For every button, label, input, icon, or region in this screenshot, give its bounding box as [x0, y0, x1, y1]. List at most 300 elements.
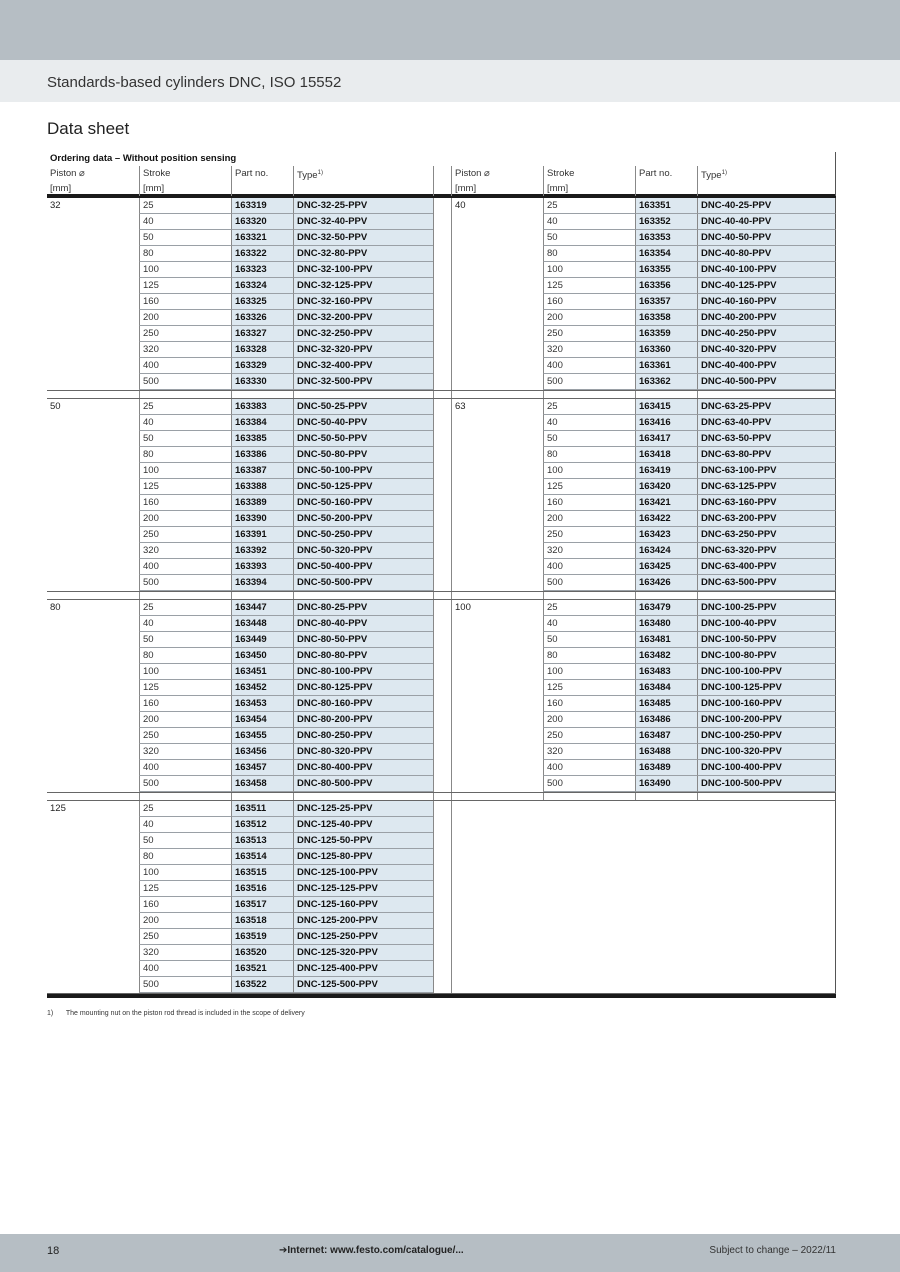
- type-cell: DNC-100-200-PPV: [697, 712, 836, 728]
- gap-cell: [433, 632, 451, 648]
- piston-cell: [451, 664, 543, 680]
- piston-cell: [451, 262, 543, 278]
- table-row: [47, 600, 836, 616]
- type-cell: DNC-100-25-PPV: [697, 600, 836, 616]
- part-no-cell: 163357: [635, 294, 697, 310]
- type-cell: DNC-63-400-PPV: [697, 559, 836, 575]
- part-no-cell: 163486: [635, 712, 697, 728]
- stroke-cell: 200: [139, 712, 231, 728]
- table-header: [47, 166, 836, 198]
- gap-cell: [433, 374, 451, 390]
- type-cell: DNC-50-100-PPV: [293, 463, 433, 479]
- empty-cell: [697, 849, 836, 865]
- empty-cell: [635, 833, 697, 849]
- table-row: [47, 495, 836, 511]
- table-row: [47, 198, 836, 214]
- empty-cell: [451, 929, 543, 945]
- part-no-cell: 163392: [231, 543, 293, 559]
- piston-cell: 80: [50, 602, 61, 613]
- type-cell: DNC-63-40-PPV: [697, 415, 836, 431]
- gap-cell: [433, 358, 451, 374]
- type-cell: DNC-63-125-PPV: [697, 479, 836, 495]
- table-row: [47, 326, 836, 342]
- type-cell: DNC-50-250-PPV: [293, 527, 433, 543]
- table-row: [47, 648, 836, 664]
- gap-cell: [433, 511, 451, 527]
- table-row: [47, 849, 836, 865]
- table-row: [47, 760, 836, 776]
- gap-cell: [433, 543, 451, 559]
- gap-cell: [433, 616, 451, 632]
- stroke-cell: 100: [543, 262, 635, 278]
- type-cell: DNC-32-160-PPV: [293, 294, 433, 310]
- gap-cell: [433, 833, 451, 849]
- gap-cell: [433, 447, 451, 463]
- group-separator: [47, 391, 836, 399]
- part-no-cell: 163490: [635, 776, 697, 792]
- part-no-cell: 163319: [231, 198, 293, 214]
- table-row: [47, 230, 836, 246]
- gap-cell: [433, 865, 451, 881]
- stroke-cell: 50: [543, 230, 635, 246]
- part-no-cell: 163419: [635, 463, 697, 479]
- type-cell: DNC-40-100-PPV: [697, 262, 836, 278]
- piston-cell: 40: [451, 198, 543, 214]
- empty-cell: [451, 913, 543, 929]
- part-no-cell: 163323: [231, 262, 293, 278]
- type-cell: DNC-40-160-PPV: [697, 294, 836, 310]
- piston-cell: [47, 342, 139, 358]
- table-row: [47, 342, 836, 358]
- empty-cell: [451, 961, 543, 977]
- stroke-cell: 160: [139, 294, 231, 310]
- empty-cell: [543, 849, 635, 865]
- type-cell: DNC-63-50-PPV: [697, 431, 836, 447]
- internet-link-text: Internet: www.festo.com/catalogue/...: [287, 1245, 464, 1256]
- piston-cell: [451, 479, 543, 495]
- piston-cell: [451, 648, 543, 664]
- part-no-cell: 163487: [635, 728, 697, 744]
- stroke-cell: 125: [543, 680, 635, 696]
- gap-cell: [433, 246, 451, 262]
- piston-cell: [451, 680, 543, 696]
- table-row: [47, 945, 836, 961]
- gap-cell: [433, 262, 451, 278]
- part-no-cell: 163362: [635, 374, 697, 390]
- piston-cell: [47, 680, 139, 696]
- table-row: [47, 431, 836, 447]
- empty-cell: [697, 961, 836, 977]
- piston-cell: [47, 559, 139, 575]
- type-cell: DNC-80-160-PPV: [293, 696, 433, 712]
- stroke-cell: 80: [543, 648, 635, 664]
- part-no-cell: 163387: [231, 463, 293, 479]
- piston-group: [47, 801, 836, 994]
- part-no-cell: 163488: [635, 744, 697, 760]
- empty-cell: [697, 977, 836, 993]
- gap-cell: [433, 527, 451, 543]
- piston-cell: [47, 230, 139, 246]
- table-row: [47, 479, 836, 495]
- piston-cell: [47, 744, 139, 760]
- stroke-cell: 160: [139, 897, 231, 913]
- part-no-cell: 163522: [231, 977, 293, 993]
- header-type-right: Type$^{1)}$: [697, 166, 836, 196]
- table-row: [47, 399, 836, 415]
- stroke-cell: 80: [139, 447, 231, 463]
- empty-cell: [543, 945, 635, 961]
- stroke-cell: 80: [543, 447, 635, 463]
- part-no-cell: 163424: [635, 543, 697, 559]
- stroke-cell: 25: [139, 801, 231, 817]
- stroke-cell: 40: [543, 415, 635, 431]
- gap-cell: [433, 559, 451, 575]
- piston-cell: [451, 575, 543, 591]
- table-row: [47, 463, 836, 479]
- stroke-cell: 160: [543, 696, 635, 712]
- type-cell: DNC-32-125-PPV: [293, 278, 433, 294]
- internet-link[interactable]: [279, 1245, 464, 1256]
- type-cell: DNC-40-80-PPV: [697, 246, 836, 262]
- part-no-cell: 163512: [231, 817, 293, 833]
- part-no-cell: 163358: [635, 310, 697, 326]
- table-row: [47, 897, 836, 913]
- type-cell: DNC-125-125-PPV: [293, 881, 433, 897]
- type-cell: DNC-40-250-PPV: [697, 326, 836, 342]
- piston-cell: [451, 431, 543, 447]
- empty-cell: [697, 913, 836, 929]
- type-cell: DNC-40-125-PPV: [697, 278, 836, 294]
- piston-cell: [451, 696, 543, 712]
- empty-cell: [635, 849, 697, 865]
- table-row: [47, 696, 836, 712]
- type-cell: DNC-100-40-PPV: [697, 616, 836, 632]
- header-partno-right: Part no.: [635, 166, 697, 196]
- piston-cell: [47, 262, 139, 278]
- part-no-cell: 163394: [231, 575, 293, 591]
- stroke-cell: 320: [139, 543, 231, 559]
- part-no-cell: 163481: [635, 632, 697, 648]
- type-cell: DNC-40-40-PPV: [697, 214, 836, 230]
- gap-cell: [433, 600, 451, 616]
- type-cell: DNC-40-50-PPV: [697, 230, 836, 246]
- piston-cell: [47, 374, 139, 390]
- part-no-cell: 163452: [231, 680, 293, 696]
- stroke-cell: 200: [139, 913, 231, 929]
- part-no-cell: 163385: [231, 431, 293, 447]
- part-no-cell: 163450: [231, 648, 293, 664]
- gap-cell: [433, 399, 451, 415]
- stroke-cell: 25: [543, 399, 635, 415]
- part-no-cell: 163351: [635, 198, 697, 214]
- type-cell: DNC-63-500-PPV: [697, 575, 836, 591]
- type-cell: DNC-80-40-PPV: [293, 616, 433, 632]
- stroke-cell: 40: [139, 817, 231, 833]
- piston-cell: [47, 575, 139, 591]
- empty-cell: [451, 865, 543, 881]
- stroke-cell: 320: [543, 342, 635, 358]
- stroke-cell: 125: [139, 278, 231, 294]
- part-no-cell: 163480: [635, 616, 697, 632]
- gap-cell: [433, 198, 451, 214]
- table-row: [47, 374, 836, 390]
- table-row: [47, 744, 836, 760]
- part-no-cell: 163482: [635, 648, 697, 664]
- piston-cell: [47, 961, 139, 977]
- type-cell: DNC-50-80-PPV: [293, 447, 433, 463]
- part-no-cell: 163521: [231, 961, 293, 977]
- piston-cell: [47, 294, 139, 310]
- type-cell: DNC-125-320-PPV: [293, 945, 433, 961]
- stroke-cell: 320: [139, 744, 231, 760]
- empty-cell: [543, 865, 635, 881]
- table-row: [47, 712, 836, 728]
- type-cell: DNC-50-50-PPV: [293, 431, 433, 447]
- part-no-cell: 163326: [231, 310, 293, 326]
- group-separator: [47, 592, 836, 600]
- piston-group: [47, 600, 836, 793]
- empty-cell: [543, 929, 635, 945]
- table-row: [47, 262, 836, 278]
- top-band: [0, 0, 900, 60]
- table-bottom-rule: [47, 994, 836, 998]
- group-separator: [47, 793, 836, 801]
- part-no-cell: 163455: [231, 728, 293, 744]
- part-no-cell: 163330: [231, 374, 293, 390]
- stroke-cell: 500: [543, 575, 635, 591]
- empty-cell: [697, 801, 836, 817]
- part-no-cell: 163416: [635, 415, 697, 431]
- table-caption-row: [47, 152, 836, 166]
- table-row: [47, 881, 836, 897]
- stroke-cell: 400: [543, 358, 635, 374]
- part-no-cell: 163423: [635, 527, 697, 543]
- piston-cell: [47, 214, 139, 230]
- part-no-cell: 163515: [231, 865, 293, 881]
- gap-cell: [433, 664, 451, 680]
- piston-cell: [451, 294, 543, 310]
- piston-cell: [47, 664, 139, 680]
- stroke-cell: 500: [139, 575, 231, 591]
- empty-cell: [635, 817, 697, 833]
- piston-cell: [451, 495, 543, 511]
- part-no-cell: 163422: [635, 511, 697, 527]
- table-caption: Ordering data – Without position sensing: [50, 153, 237, 164]
- type-cell: DNC-80-80-PPV: [293, 648, 433, 664]
- stroke-cell: 200: [543, 712, 635, 728]
- part-no-cell: 163418: [635, 447, 697, 463]
- empty-cell: [697, 945, 836, 961]
- piston-cell: [451, 415, 543, 431]
- type-cell: DNC-32-320-PPV: [293, 342, 433, 358]
- piston-cell: [47, 728, 139, 744]
- type-cell: DNC-125-100-PPV: [293, 865, 433, 881]
- table-row: [47, 664, 836, 680]
- gap-cell: [433, 431, 451, 447]
- stroke-cell: 25: [139, 600, 231, 616]
- type-cell: DNC-80-400-PPV: [293, 760, 433, 776]
- stroke-cell: 200: [543, 310, 635, 326]
- table-row: [47, 358, 836, 374]
- part-no-cell: 163355: [635, 262, 697, 278]
- piston-cell: [451, 310, 543, 326]
- empty-cell: [635, 913, 697, 929]
- stroke-cell: 320: [139, 945, 231, 961]
- empty-cell: [451, 881, 543, 897]
- part-no-cell: 163383: [231, 399, 293, 415]
- header-stroke-right: Stroke [mm]: [543, 166, 635, 196]
- empty-cell: [451, 833, 543, 849]
- empty-cell: [543, 833, 635, 849]
- part-no-cell: 163390: [231, 511, 293, 527]
- stroke-cell: 250: [139, 527, 231, 543]
- empty-cell: [543, 897, 635, 913]
- part-no-cell: 163325: [231, 294, 293, 310]
- stroke-cell: 25: [139, 198, 231, 214]
- stroke-cell: 125: [139, 881, 231, 897]
- type-cell: DNC-125-40-PPV: [293, 817, 433, 833]
- part-no-cell: 163391: [231, 527, 293, 543]
- table-row: [47, 278, 836, 294]
- gap-cell: [433, 744, 451, 760]
- stroke-cell: 250: [543, 728, 635, 744]
- gap-cell: [433, 760, 451, 776]
- type-cell: DNC-80-50-PPV: [293, 632, 433, 648]
- type-cell: DNC-50-25-PPV: [293, 399, 433, 415]
- part-no-cell: 163511: [231, 801, 293, 817]
- part-no-cell: 163448: [231, 616, 293, 632]
- stroke-cell: 250: [139, 728, 231, 744]
- piston-cell: [47, 865, 139, 881]
- table-row: [47, 817, 836, 833]
- stroke-cell: 40: [139, 616, 231, 632]
- piston-cell: [451, 246, 543, 262]
- table-row: [47, 632, 836, 648]
- empty-cell: [635, 897, 697, 913]
- type-cell: DNC-125-50-PPV: [293, 833, 433, 849]
- stroke-cell: 100: [139, 463, 231, 479]
- piston-cell: [451, 326, 543, 342]
- gap-cell: [433, 913, 451, 929]
- empty-cell: [635, 801, 697, 817]
- part-no-cell: 163328: [231, 342, 293, 358]
- piston-cell: [451, 744, 543, 760]
- piston-group: [47, 198, 836, 391]
- empty-cell: [451, 817, 543, 833]
- gap-cell: [433, 463, 451, 479]
- type-cell: DNC-40-500-PPV: [697, 374, 836, 390]
- empty-cell: [635, 865, 697, 881]
- stroke-cell: 25: [543, 600, 635, 616]
- piston-cell: [47, 246, 139, 262]
- piston-cell: [451, 511, 543, 527]
- stroke-cell: 320: [543, 744, 635, 760]
- table-body: [47, 198, 836, 994]
- subject-to-change: Subject to change – 2022/11: [709, 1245, 836, 1256]
- piston-cell: [47, 415, 139, 431]
- stroke-cell: 250: [139, 929, 231, 945]
- part-no-cell: 163456: [231, 744, 293, 760]
- stroke-cell: 500: [139, 776, 231, 792]
- piston-cell: [47, 632, 139, 648]
- type-cell: DNC-125-80-PPV: [293, 849, 433, 865]
- piston-cell: 100: [451, 600, 543, 616]
- part-no-cell: 163484: [635, 680, 697, 696]
- type-cell: DNC-32-400-PPV: [293, 358, 433, 374]
- gap-cell: [433, 849, 451, 865]
- table-row: [47, 865, 836, 881]
- type-cell: DNC-32-50-PPV: [293, 230, 433, 246]
- type-cell: DNC-100-400-PPV: [697, 760, 836, 776]
- piston-cell: [47, 431, 139, 447]
- stroke-cell: 80: [139, 849, 231, 865]
- type-cell: DNC-40-400-PPV: [697, 358, 836, 374]
- empty-cell: [451, 945, 543, 961]
- table-row: [47, 246, 836, 262]
- type-cell: DNC-125-160-PPV: [293, 897, 433, 913]
- part-no-cell: 163327: [231, 326, 293, 342]
- part-no-cell: 163485: [635, 696, 697, 712]
- gap-cell: [433, 680, 451, 696]
- gap-cell: [433, 214, 451, 230]
- header-partno-left: Part no.: [231, 166, 293, 196]
- part-no-cell: 163513: [231, 833, 293, 849]
- piston-cell: [451, 527, 543, 543]
- part-no-cell: 163449: [231, 632, 293, 648]
- stroke-cell: 25: [139, 399, 231, 415]
- stroke-cell: 40: [543, 214, 635, 230]
- piston-cell: [451, 543, 543, 559]
- part-no-cell: 163356: [635, 278, 697, 294]
- gap-cell: [433, 817, 451, 833]
- empty-cell: [543, 817, 635, 833]
- stroke-cell: 50: [543, 431, 635, 447]
- part-no-cell: 163359: [635, 326, 697, 342]
- type-cell: DNC-125-400-PPV: [293, 961, 433, 977]
- part-no-cell: 163426: [635, 575, 697, 591]
- gap-cell: [433, 278, 451, 294]
- piston-cell: [451, 776, 543, 792]
- type-cell: DNC-32-200-PPV: [293, 310, 433, 326]
- table-row: [47, 447, 836, 463]
- piston-cell: [451, 616, 543, 632]
- piston-group: [47, 399, 836, 592]
- stroke-cell: 125: [139, 479, 231, 495]
- type-cell: DNC-80-25-PPV: [293, 600, 433, 616]
- gap-cell: [433, 648, 451, 664]
- piston-cell: [47, 776, 139, 792]
- empty-cell: [697, 897, 836, 913]
- piston-cell: [47, 310, 139, 326]
- piston-cell: [451, 559, 543, 575]
- stroke-cell: 500: [139, 977, 231, 993]
- type-cell: DNC-50-500-PPV: [293, 575, 433, 591]
- empty-cell: [635, 945, 697, 961]
- part-no-cell: 163518: [231, 913, 293, 929]
- header-type-left: Type$^{1)}$: [293, 166, 433, 196]
- stroke-cell: 320: [543, 543, 635, 559]
- part-no-cell: 163389: [231, 495, 293, 511]
- empty-cell: [451, 849, 543, 865]
- piston-cell: 125: [50, 803, 66, 814]
- part-no-cell: 163388: [231, 479, 293, 495]
- part-no-cell: 163520: [231, 945, 293, 961]
- empty-cell: [543, 881, 635, 897]
- piston-cell: [47, 278, 139, 294]
- part-no-cell: 163479: [635, 600, 697, 616]
- type-cell: DNC-50-320-PPV: [293, 543, 433, 559]
- stroke-cell: 100: [543, 664, 635, 680]
